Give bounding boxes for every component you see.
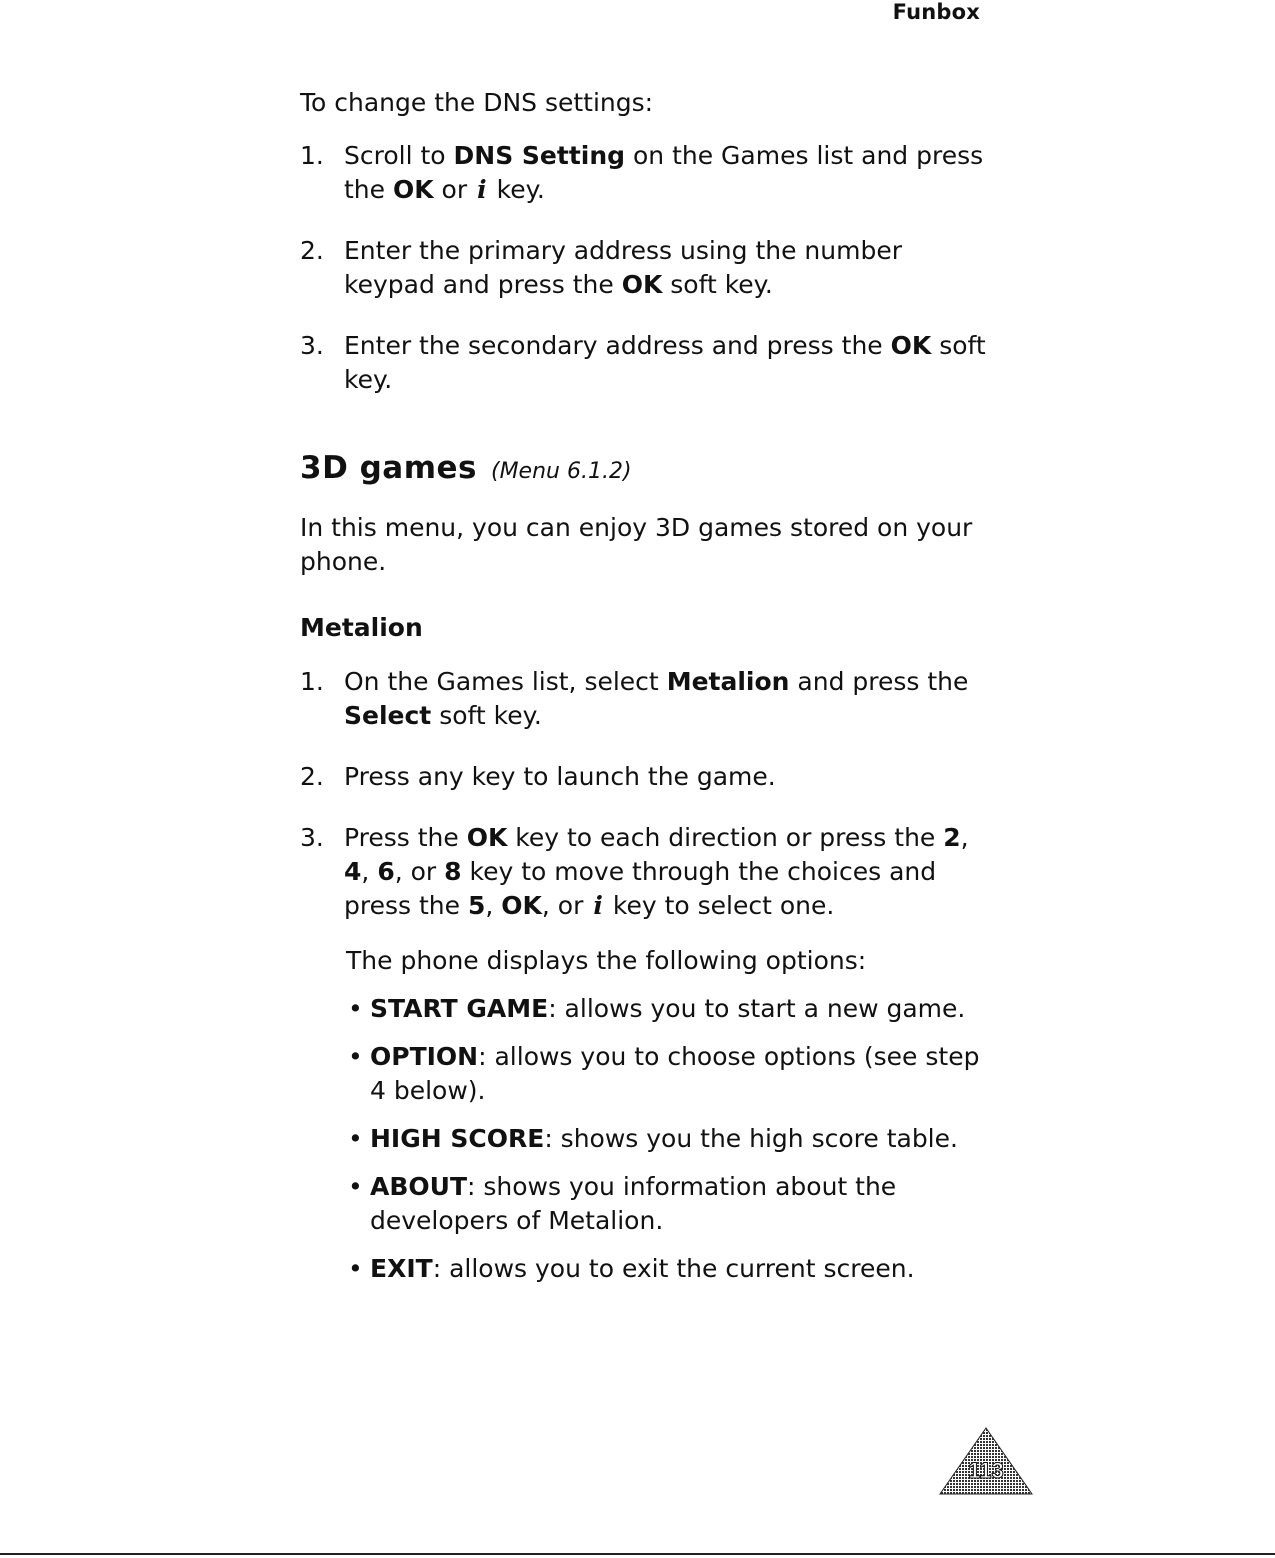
option-label: START GAME: [370, 994, 549, 1023]
option-label: ABOUT: [370, 1172, 468, 1201]
subsection-heading: Metalion: [300, 613, 423, 642]
bullet-icon: •: [348, 1254, 363, 1283]
dns-step-2: [300, 234, 1000, 302]
option-item: [300, 992, 1000, 1026]
metalion-step-1: [300, 665, 1000, 733]
options-intro: The phone displays the following options:: [346, 946, 867, 975]
dns-intro: To change the DNS settings:: [300, 88, 654, 117]
bullet-icon: •: [348, 994, 363, 1023]
bullet-icon: •: [348, 1124, 363, 1153]
info-key-icon: i: [593, 891, 603, 920]
option-label: EXIT: [370, 1254, 433, 1283]
step-number: 3.: [300, 823, 324, 852]
step-number: 2.: [300, 762, 324, 791]
step-text: Scroll to DNS Setting on the Games list and press the OK or i key.: [344, 141, 984, 204]
option-description: : shows you the high score table.: [544, 1124, 958, 1153]
step-text: Enter the secondary address and press the OK soft key.: [344, 331, 986, 394]
dns-step-3: [300, 329, 1000, 397]
step-number: 1.: [300, 667, 324, 696]
option-item: [300, 1170, 1000, 1238]
page-content: [300, 86, 1000, 1286]
step-number: 3.: [300, 331, 324, 360]
step-number: 2.: [300, 236, 324, 265]
step-text: Press any key to launch the game.: [344, 762, 776, 791]
bullet-icon: •: [348, 1172, 363, 1201]
option-item: [300, 1122, 1000, 1156]
option-description: : allows you to choose options (see step 4 below).: [370, 1042, 980, 1105]
dns-step-1: [300, 139, 1000, 207]
option-description: : shows you information about the developers of Metalion.: [370, 1172, 897, 1235]
step-text: Press the OK key to each direction or press the 2, 4, 6, or 8 key to move through the choices and press the 5, OK, or i key to select one.: [344, 823, 969, 920]
bottom-rule: [0, 1553, 1275, 1555]
step-text: Enter the primary address using the number keypad and press the OK soft key.: [344, 236, 902, 299]
section-title: 3D games (Menu 6.1.2): [300, 450, 632, 486]
metalion-step-2: [300, 760, 1000, 794]
bullet-icon: •: [348, 1042, 363, 1071]
option-item: [300, 1040, 1000, 1108]
option-label: OPTION: [370, 1042, 479, 1071]
option-description: : allows you to start a new game.: [548, 994, 966, 1023]
menu-reference: (Menu 6.1.2): [490, 459, 632, 484]
option-item: [300, 1252, 1000, 1286]
section-intro: In this menu, you can enjoy 3D games stored on your phone.: [300, 513, 973, 576]
option-label: HIGH SCORE: [370, 1124, 545, 1153]
info-key-icon: i: [477, 175, 487, 204]
page-number-badge: [938, 1426, 1034, 1496]
step-text: On the Games list, select Metalion and press the Select soft key.: [344, 667, 969, 730]
metalion-step-3: [300, 821, 1000, 923]
page-number: 113: [968, 1458, 1004, 1483]
running-head-title: Funbox: [892, 0, 980, 24]
option-description: : allows you to exit the current screen.: [432, 1254, 915, 1283]
step-number: 1.: [300, 141, 324, 170]
triangle-icon: [938, 1426, 1034, 1496]
